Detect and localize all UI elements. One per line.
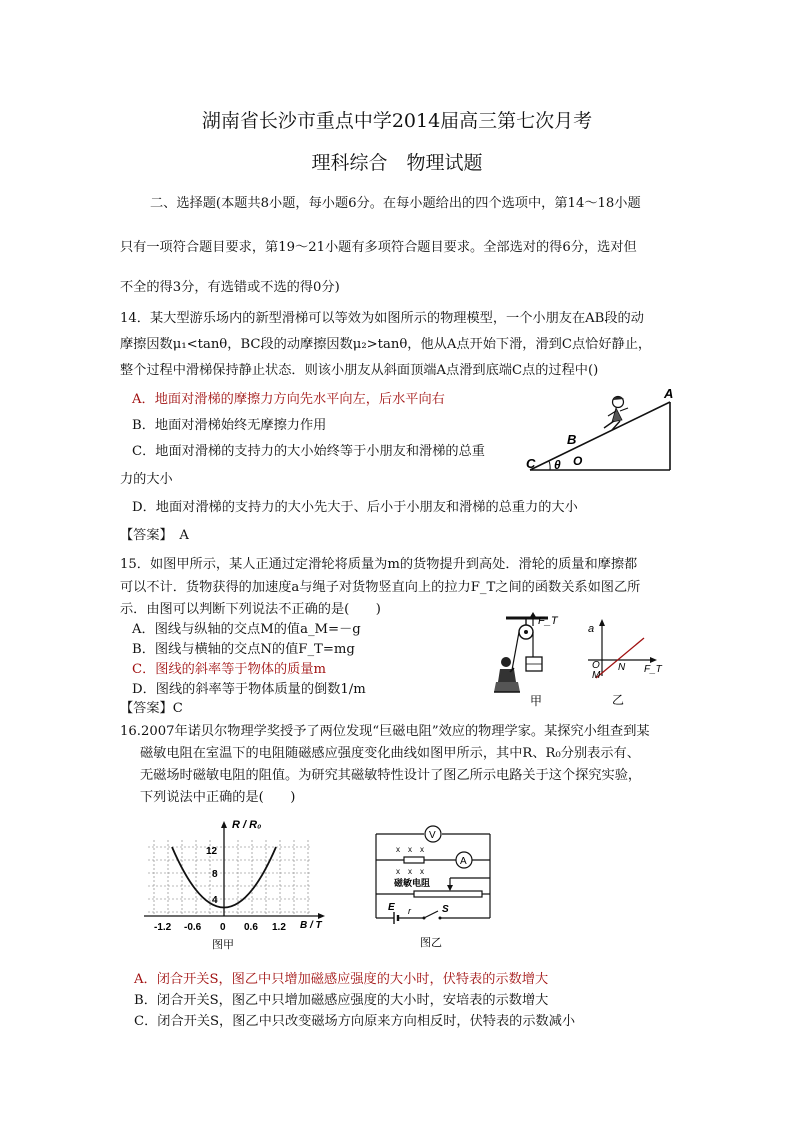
- ytick-12: 12: [206, 846, 218, 857]
- q15-a-ft-graph: [578, 616, 664, 708]
- ytick-8: 8: [212, 869, 218, 880]
- xtick-0: 0: [220, 922, 226, 933]
- section-line-2: 只有一项符合题目要求，第19～21小题有多项符合题目要求。全部选对的得6分，选对但: [120, 240, 637, 255]
- q15-option-a: A．图线与纵轴的交点M的值a_M=－g: [132, 622, 361, 637]
- emf-label: E: [388, 902, 395, 913]
- label-theta: θ: [554, 458, 561, 472]
- section-line-1: 二、选择题(本题共8小题，每小题6分。在每小题给出的四个选项中，第14～18小题: [150, 196, 641, 211]
- q15-answer: 【答案】C: [120, 701, 183, 716]
- magneto-resistor-label: 磁敏电阻: [394, 878, 431, 888]
- q14-option-c-line-1: C．地面对滑梯的支持力的大小始终等于小朋友和滑梯的总重: [132, 444, 485, 459]
- q16-option-b: B．闭合开关S，图乙中只增加磁感应强度的大小时，安培表的示数增大: [134, 993, 549, 1008]
- graph-ylabel: R / R₀: [232, 819, 262, 831]
- q14-incline-figure: [520, 384, 680, 480]
- q15-option-c: C．图线的斜率等于物体的质量m: [132, 662, 327, 677]
- q14-option-d: D．地面对滑梯的支持力的大小先大于、后小于小朋友和滑梯的总重力的大小: [132, 500, 578, 515]
- q14-option-a: A．地面对滑梯的摩擦力方向先水平向左，后水平向右: [132, 392, 445, 407]
- q16-option-c: C．闭合开关S，图乙中只改变磁场方向原来方向相反时，伏特表的示数减小: [134, 1014, 576, 1029]
- q15-line-3: 示．由图可以判断下列说法不正确的是( ): [120, 602, 381, 617]
- xtick-neg-0-6: -0.6: [184, 922, 202, 933]
- q16-line-4: 下列说法中正确的是( ): [140, 790, 296, 805]
- q15-option-b: B．图线与横轴的交点N的值F_T=mg: [132, 642, 355, 657]
- ammeter-label: A: [460, 856, 467, 867]
- xtick-neg-1-2: -1.2: [154, 922, 172, 933]
- q14-line-3: 整个过程中滑梯保持静止状态．则该小朋友从斜面顶端A点滑到底端C点的过程中(): [120, 363, 599, 378]
- rheostat: [414, 891, 482, 897]
- q14-line-2: 摩擦因数μ₁<tanθ，BC段的动摩擦因数μ₂>tanθ，他从A点开始下滑，滑到C点恰好静止，: [120, 337, 652, 352]
- rope-left: [512, 632, 519, 670]
- incline-slope-line: [530, 402, 670, 470]
- label-a: A: [664, 386, 674, 401]
- figure-yi-caption: 乙: [612, 693, 625, 707]
- xtick-1-2: 1.2: [272, 922, 286, 933]
- graph-grid: [148, 840, 312, 916]
- q15-line-2: 可以不计．货物获得的加速度a与绳子对货物竖直向上的拉力F_T之间的函数关系如图乙所: [120, 580, 641, 595]
- tension-label: F_T: [538, 615, 558, 627]
- q14-option-b: B．地面对滑梯始终无摩擦力作用: [132, 418, 327, 433]
- graph-caption: 图甲: [212, 939, 234, 951]
- q15-pulley-figure: [488, 612, 580, 708]
- origin-label: O: [592, 660, 600, 671]
- magneto-resistor: [404, 857, 424, 863]
- ft-axis-label: F_T: [644, 664, 662, 675]
- label-o: O: [573, 454, 583, 468]
- section-line-3: 不全的得3分，有选错或不选的得0分): [120, 280, 340, 295]
- q16-line-2: 磁敏电阻在室温下的电阻随磁感应强度变化曲线如图甲所示，其中R、R₀分别表示有、: [140, 746, 640, 761]
- a-axis-label: a: [588, 623, 595, 635]
- q14-line-1: 14．某大型游乐场内的新型滑梯可以等效为如图所示的物理模型，一个小朋友在AB段的动: [120, 311, 644, 326]
- n-label: N: [618, 662, 626, 673]
- q14-answer: 【答案】 A: [120, 528, 189, 543]
- field-marks-bottom: x x x: [396, 867, 424, 876]
- label-c: C: [526, 456, 536, 471]
- internal-r-label: r: [408, 906, 411, 916]
- q15-option-d: D．图线的斜率等于物体质量的倒数1/m: [132, 682, 366, 697]
- q16-option-a: A．闭合开关S，图乙中只增加磁感应强度的大小时，伏特表的示数增大: [134, 972, 549, 987]
- xtick-0-6: 0.6: [244, 922, 258, 933]
- switch-label: S: [442, 904, 449, 915]
- field-marks-top: x x x: [396, 845, 424, 854]
- m-label: M: [592, 670, 601, 681]
- doc-title: 湖南省长沙市重点中学2014届高三第七次月考: [201, 110, 593, 132]
- switch-icon: [424, 911, 438, 918]
- q15-line-1: 15．如图甲所示，某人正通过定滑轮将质量为m的货物提升到高处．滑轮的质量和摩擦都: [120, 557, 638, 572]
- q14-option-c-line-2: 力的大小: [120, 472, 173, 487]
- graph-xlabel: B / T: [300, 920, 322, 931]
- ytick-4: 4: [212, 895, 218, 906]
- label-b: B: [567, 432, 577, 447]
- circuit-caption: 图乙: [420, 937, 442, 949]
- doc-subtitle: 理科综合 物理试题: [311, 152, 483, 174]
- person-pulling-icon: [494, 657, 520, 692]
- theta-arc: [549, 461, 550, 470]
- q16-circuit-diagram: [368, 822, 502, 952]
- q16-line-3: 无磁场时磁敏电阻的阻值。为研究其磁敏特性设计了图乙所示电路关于这个探究实验，: [140, 768, 642, 783]
- voltmeter-label: V: [429, 830, 436, 841]
- q16-line-1: 16.2007年诺贝尔物理学奖授予了两位发现“巨磁电阻”效应的物理学家。某探究小组查到某: [120, 724, 650, 739]
- q16-resistance-graph: [140, 812, 340, 954]
- figure-jia-caption: 甲: [530, 694, 543, 708]
